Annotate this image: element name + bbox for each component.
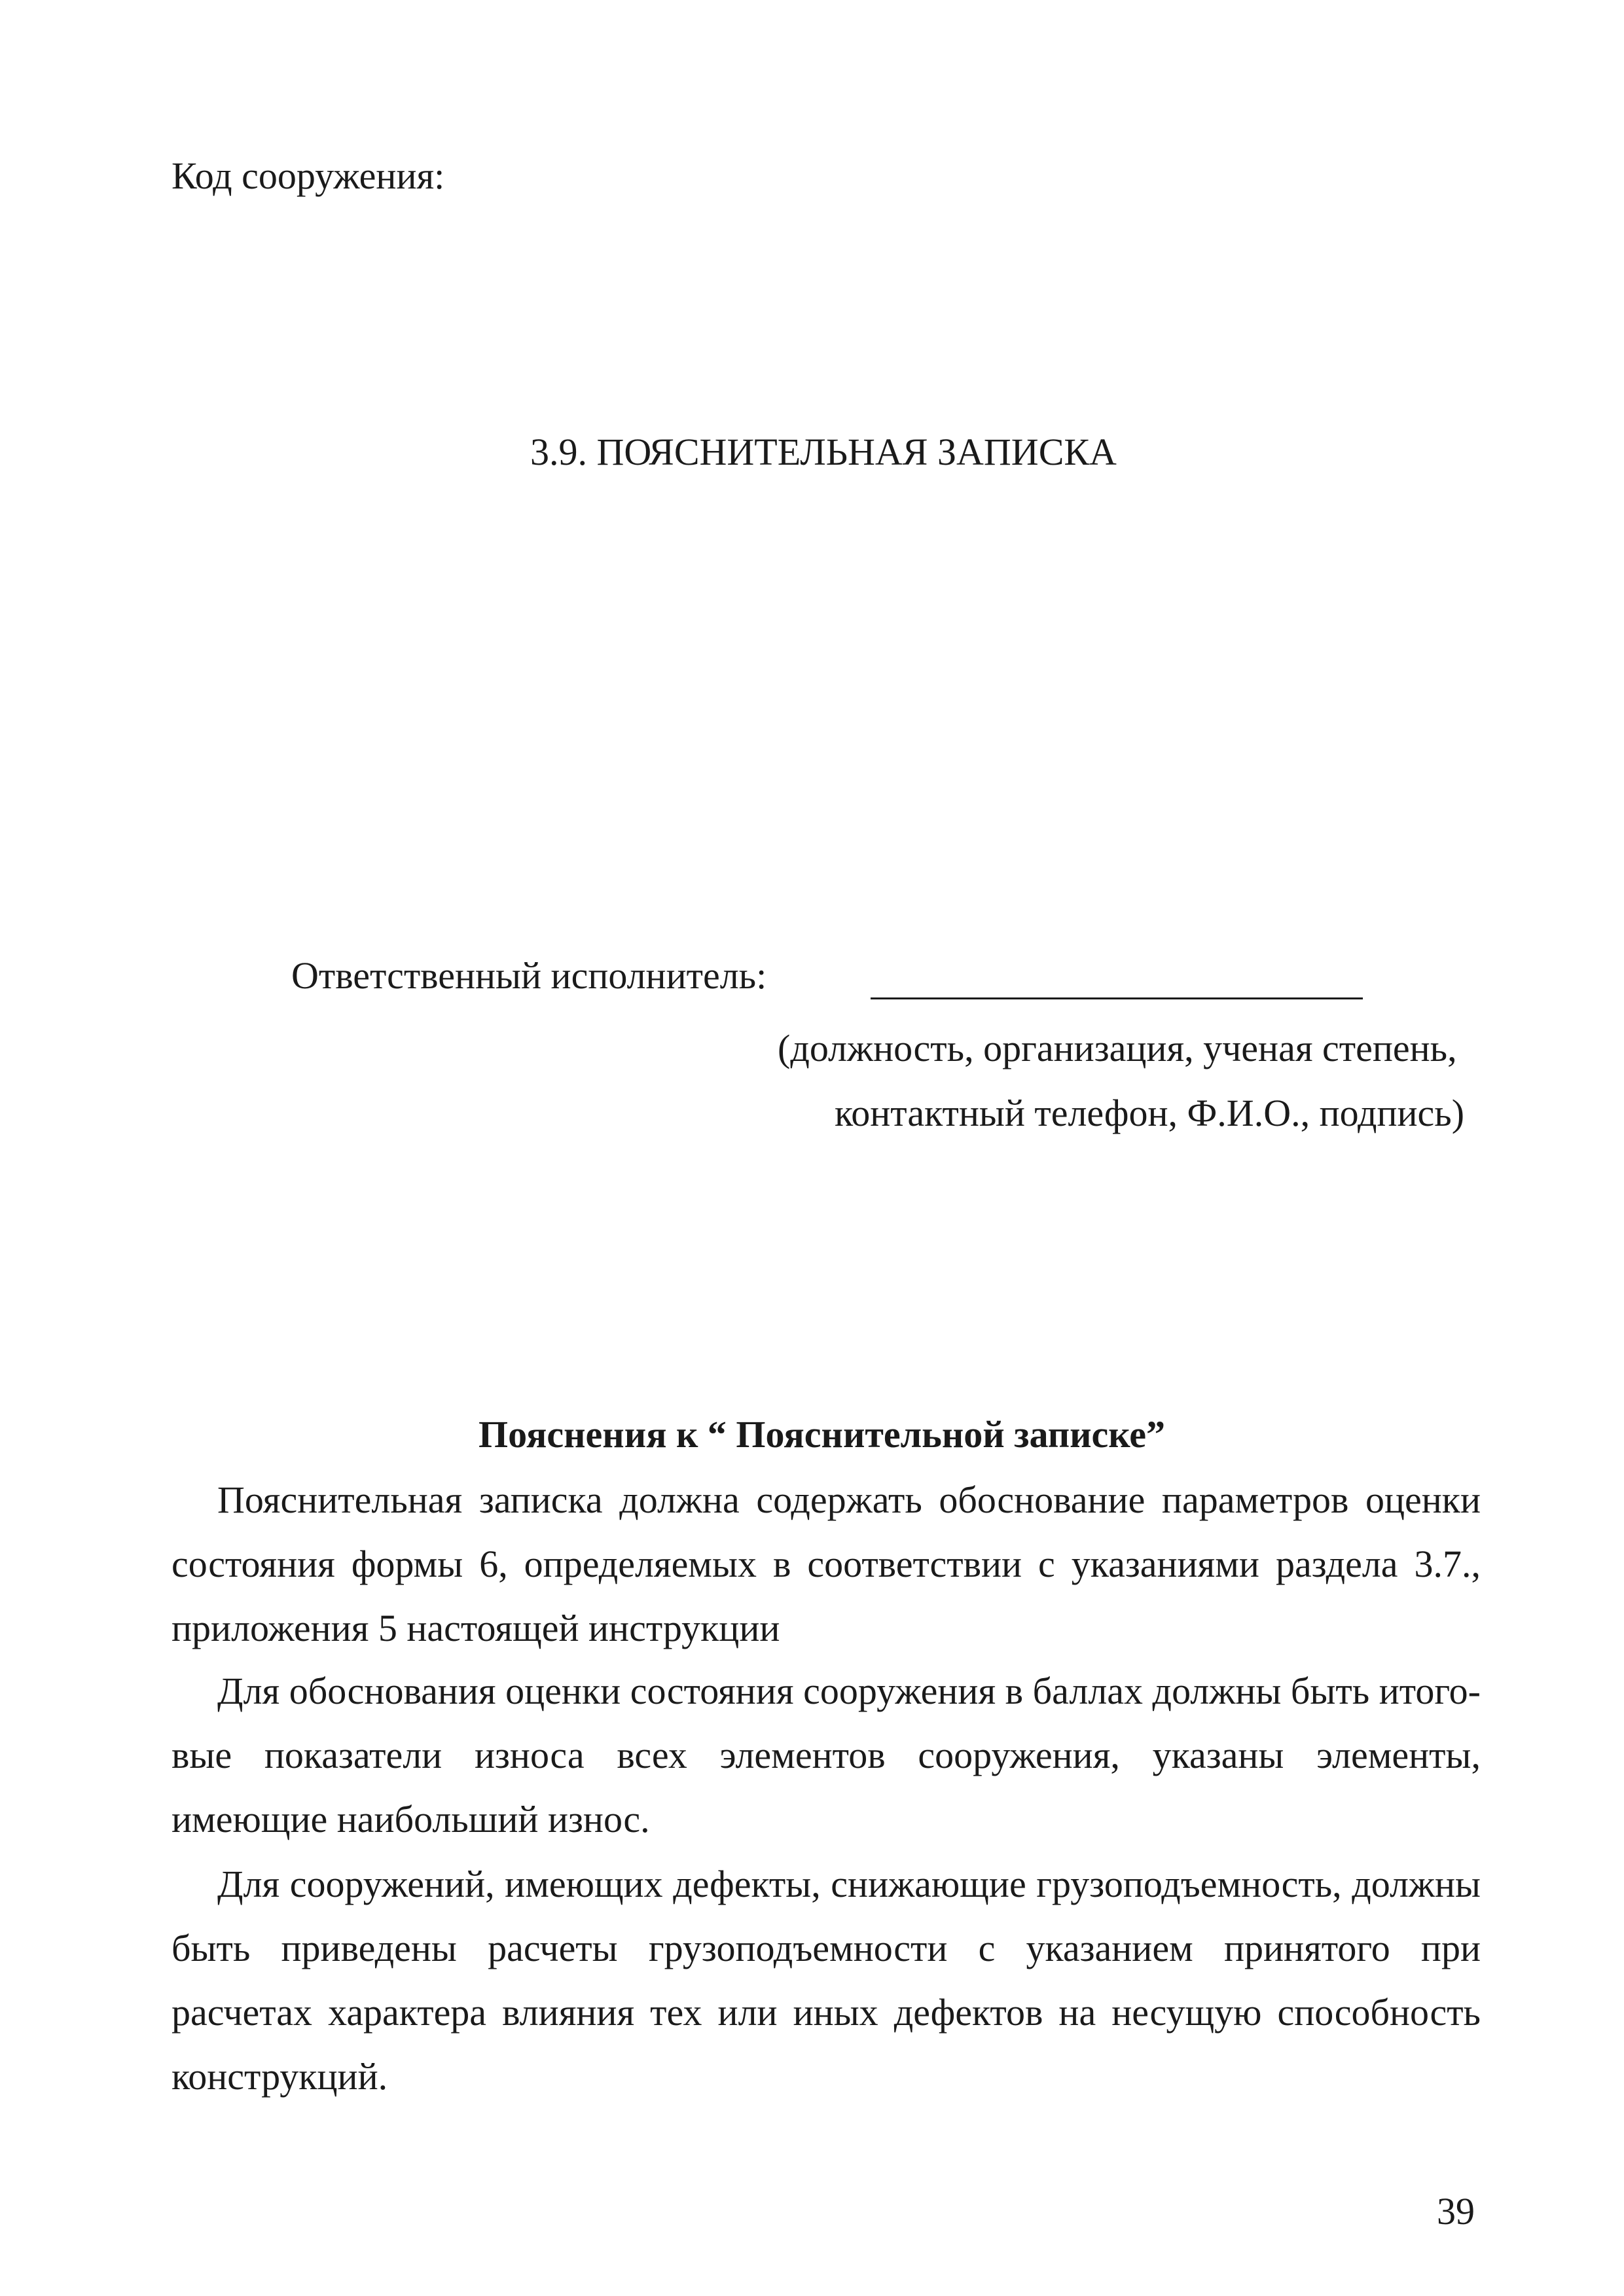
signature-line [871, 997, 1363, 999]
responsible-executor-label: Ответственный исполнитель: [291, 954, 767, 997]
signature-hint-line-1: (должность, организация, ученая степень, [778, 1027, 1457, 1069]
notes-paragraph: Пояснительная записка должна содержать обоснование параметров оценки состояния формы 6, определяемых в соответствии с указаниями раздела 3.7., приложения 5 настоящей инструкции [171, 1479, 1481, 1649]
section-title: 3.9. ПОЯСНИТЕЛЬНАЯ ЗАПИСКА [530, 431, 1117, 473]
notes-paragraph: Для обоснования оценки состояния сооружения в баллах должны быть итоговые показатели износа всех элементов сооружения, указаны элементы, имеющие наибольший износ. [171, 1670, 1481, 1840]
notes-paragraph: Для сооружений, имеющих дефекты, снижающие грузоподъемность, должны быть приведены расчеты грузоподъемности с указанием принятого при расчетах характера влияния тех или иных дефектов на несущую способность конструкций. [171, 1863, 1481, 2098]
structure-code-label: Код сооружения: [171, 154, 445, 197]
page-number: 39 [1437, 2190, 1475, 2233]
notes-heading: Пояснения к “ Пояснительной записке” [478, 1413, 1165, 1456]
signature-hint-line-2: контактный телефон, Ф.И.О., подпись) [835, 1092, 1465, 1134]
